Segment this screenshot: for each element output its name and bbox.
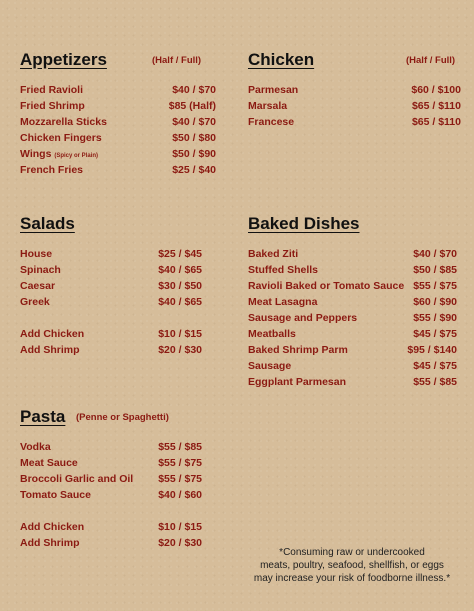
- menu-item: Fried Shrimp $85 (Half): [20, 100, 216, 112]
- baked-dishes-title: Baked Dishes: [248, 214, 360, 233]
- pasta-section: [20, 407, 202, 553]
- menu-item: Vodka $55 / $85: [20, 441, 202, 453]
- foodborne-illness-disclaimer: *Consuming raw or undercooked meats, poultry, seafood, shellfish, or eggs may increase your risk of foodborne illness.*: [253, 547, 451, 584]
- menu-item: Marsala $65 / $110: [248, 100, 461, 112]
- menu-item: Parmesan $60 / $100: [248, 84, 461, 96]
- menu-item: Baked Shrimp Parm $95 / $140: [248, 344, 457, 356]
- addon-item: Add Shrimp $20 / $30: [20, 344, 202, 356]
- pasta-title: Pasta: [20, 407, 66, 426]
- salads-section: [20, 214, 202, 360]
- chicken-section: [248, 50, 461, 132]
- menu-item: Broccoli Garlic and Oil $55 / $75: [20, 473, 202, 485]
- addon-item: Add Chicken $10 / $15: [20, 521, 202, 533]
- addon-item: Add Shrimp $20 / $30: [20, 537, 202, 549]
- menu-item: Sausage $45 / $75: [248, 360, 457, 372]
- menu-item: Eggplant Parmesan $55 / $85: [248, 376, 457, 388]
- menu-item: Chicken Fingers $50 / $80: [20, 132, 216, 144]
- pasta-note: (Penne or Spaghetti): [76, 412, 169, 423]
- menu-item: French Fries $25 / $40: [20, 164, 216, 176]
- menu-item: Meat Sauce $55 / $75: [20, 457, 202, 469]
- baked-dishes-section: [248, 214, 457, 392]
- appetizers-title: Appetizers: [20, 50, 107, 69]
- menu-item: Ravioli Baked or Tomato Sauce $55 / $75: [248, 280, 457, 292]
- menu-item: Francese $65 / $110: [248, 116, 461, 128]
- salads-title: Salads: [20, 214, 75, 233]
- addon-item: Add Chicken $10 / $15: [20, 328, 202, 340]
- menu-item: Fried Ravioli $40 / $70: [20, 84, 216, 96]
- chicken-note: (Half / Full): [406, 55, 456, 66]
- menu-item: Meatballs $45 / $75: [248, 328, 457, 340]
- menu-item: Mozzarella Sticks $40 / $70: [20, 116, 216, 128]
- chicken-title: Chicken: [248, 50, 315, 69]
- menu-item: Spinach $40 / $65: [20, 264, 202, 276]
- menu-item: Tomato Sauce $40 / $60: [20, 489, 202, 501]
- menu-item: Greek $40 / $65: [20, 296, 202, 308]
- appetizers-note: (Half / Full): [152, 55, 202, 66]
- menu-item: Caesar $30 / $50: [20, 280, 202, 292]
- wings-subnote: (Spicy or Plain): [54, 153, 99, 159]
- menu-item: House $25 / $45: [20, 248, 202, 260]
- menu-item: Baked Ziti $40 / $70: [248, 248, 457, 260]
- menu-item: Meat Lasagna $60 / $90: [248, 296, 457, 308]
- menu-item: Stuffed Shells $50 / $85: [248, 264, 457, 276]
- menu-item: Wings (Spicy or Plain) $50 / $90: [20, 148, 216, 160]
- menu-item: Sausage and Peppers $55 / $90: [248, 312, 457, 324]
- appetizers-section: [20, 50, 216, 180]
